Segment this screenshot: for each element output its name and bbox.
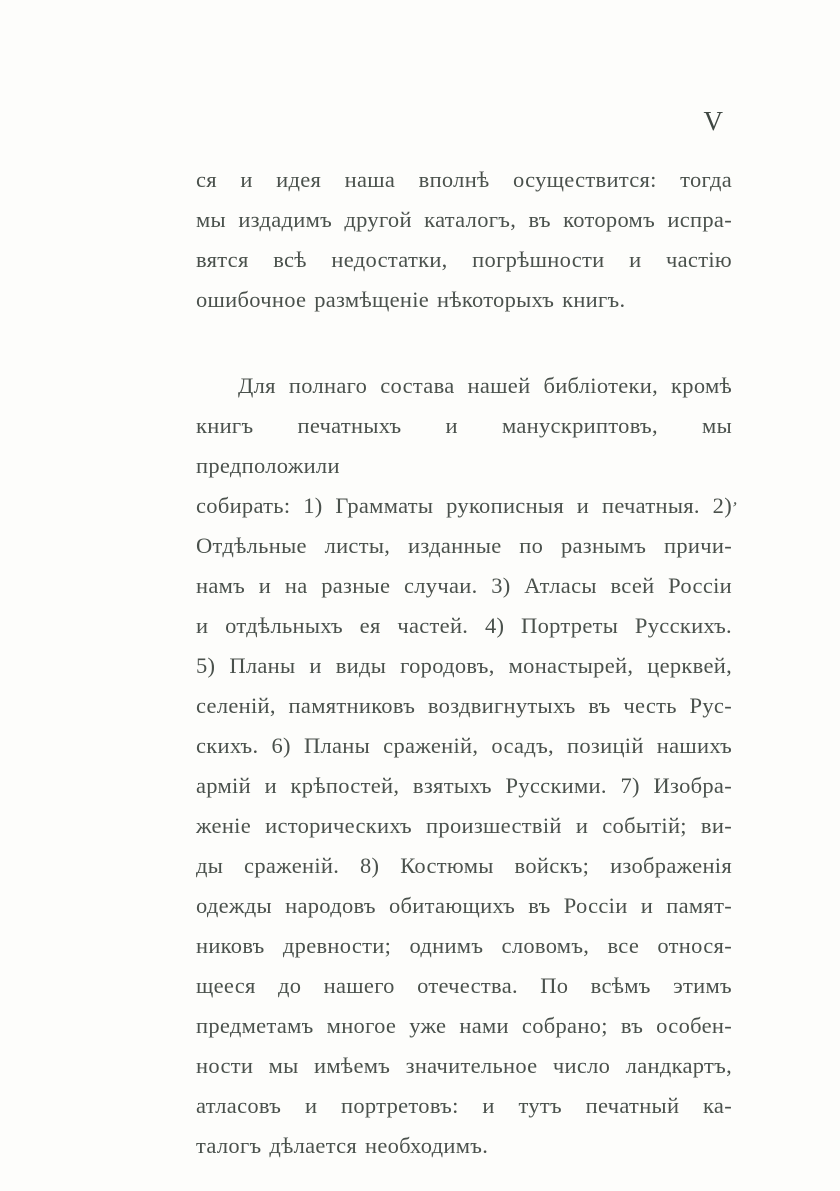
paragraph-2 xyxy=(196,366,732,1166)
text-line: щееся до нашего отечества. По всѣмъ этимъ xyxy=(196,973,732,998)
text-line: селеній, памятниковъ воздвигнутыхъ въ честь Рус- xyxy=(196,693,732,718)
text-line: талогъ дѣлается необходимъ. xyxy=(196,1133,489,1158)
text-line: никовъ древности; однимъ словомъ, все относя- xyxy=(196,933,732,958)
page-number: V xyxy=(703,106,724,136)
text-block xyxy=(196,160,732,1166)
text-line: собирать: 1) Грамматы рукописныя и печатныя. 2) xyxy=(196,493,732,518)
text-line: вятся всѣ недостатки, погрѣшности и частію xyxy=(196,247,732,272)
text-line: Отдѣльные листы, изданные по разнымъ причи- xyxy=(196,533,732,558)
text-line: и отдѣльныхъ ея частей. 4) Портреты Русскихъ. xyxy=(196,613,732,638)
text-line: скихъ. 6) Планы сраженій, осадъ, позицій нашихъ xyxy=(196,733,732,758)
text-line: намъ и на разные случаи. 3) Атласы всей Россіи xyxy=(196,573,732,598)
text-line: одежды народовъ обитающихъ въ Россіи и памят- xyxy=(196,893,732,918)
text-line: ошибочное размѣщеніе нѣкоторыхъ книгъ. xyxy=(196,287,626,312)
text-line: мы издадимъ другой каталогъ, въ которомъ испра- xyxy=(196,207,732,232)
text-line: ности мы имѣемъ значительное число ландкартъ, xyxy=(196,1053,732,1078)
text-line: книгъ печатныхъ и манускриптовъ, мы предположили xyxy=(196,413,732,478)
scan-artifact: ʼ xyxy=(729,497,740,519)
paragraph-1 xyxy=(196,160,732,320)
text-line: армій и крѣпостей, взятыхъ Русскими. 7) Изобра- xyxy=(196,773,732,798)
text-line: 5) Планы и виды городовъ, монастырей, церквей, xyxy=(196,653,732,678)
text-line: женіе историческихъ произшествій и событій; ви- xyxy=(196,813,732,838)
text-line: Для полнаго состава нашей библіотеки, кромѣ xyxy=(238,373,732,398)
text-line: ды сраженій. 8) Костюмы войскъ; изображенія xyxy=(196,853,732,878)
text-line: ся и идея наша вполнѣ осуществится: тогда xyxy=(196,167,732,192)
text-line: атласовъ и портретовъ: и тутъ печатный ка- xyxy=(196,1093,732,1118)
text-line: предметамъ многое уже нами собрано; въ особен- xyxy=(196,1013,732,1038)
